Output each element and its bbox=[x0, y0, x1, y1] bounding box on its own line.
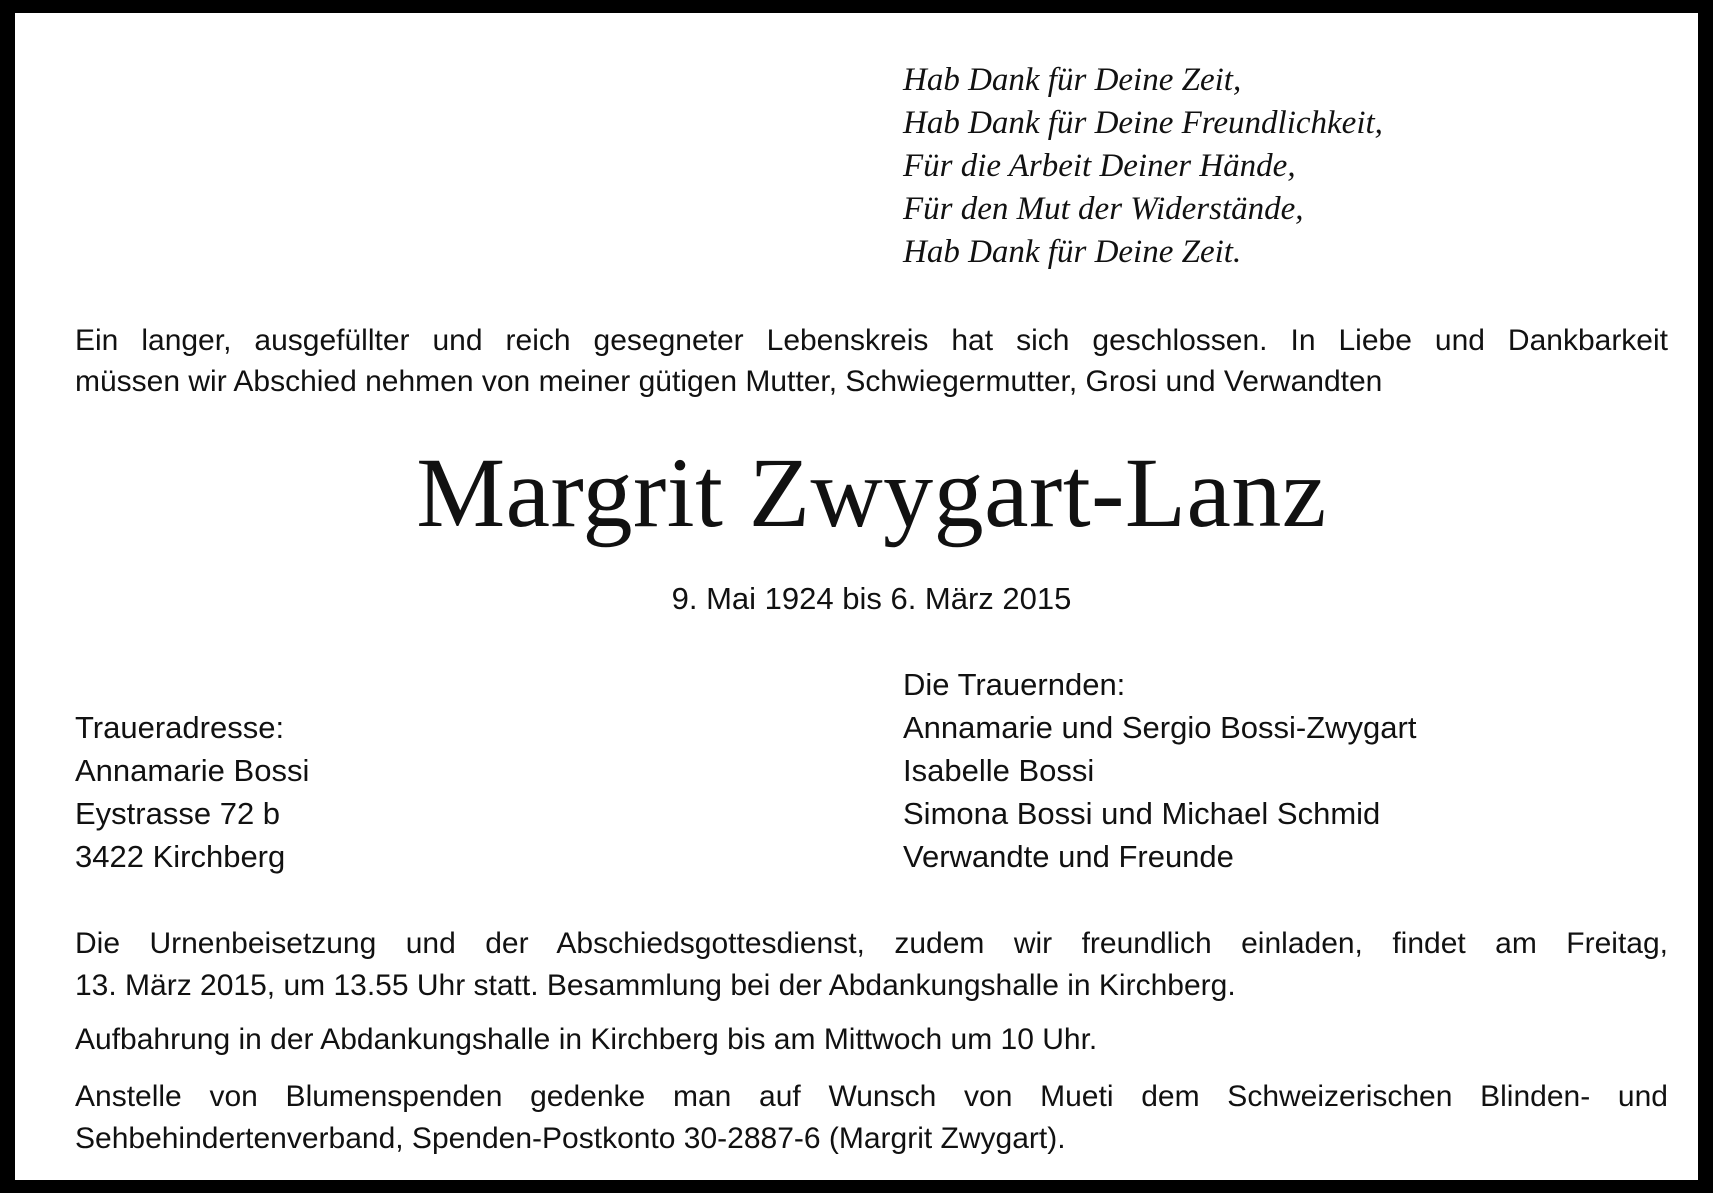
intro-line: Ein langer, ausgefüllter und reich gesegneter Lebenskreis hat sich geschlossen. In Liebe und Dankbarkeit bbox=[75, 324, 1668, 357]
address-line: Annamarie Bossi bbox=[75, 753, 310, 788]
mourner-entry: Isabelle Bossi bbox=[903, 753, 1095, 788]
mourner-entry: Simona Bossi und Michael Schmid bbox=[903, 796, 1381, 831]
poem-line: Hab Dank für Deine Zeit. bbox=[903, 234, 1242, 270]
mourners-list bbox=[903, 663, 1416, 878]
address-line: 3422 Kirchberg bbox=[75, 839, 286, 874]
life-dates: 9. Mai 1924 bis 6. März 2015 bbox=[671, 581, 1072, 616]
poem-line: Für die Arbeit Deiner Hände, bbox=[903, 148, 1296, 184]
poem bbox=[903, 59, 1383, 274]
funeral-line: Die Urnenbeisetzung und der Abschiedsgottesdienst, zudem wir freundlich einladen, findet am Freitag, bbox=[75, 927, 1668, 960]
donation-line: Anstelle von Blumenspenden gedenke man auf Wunsch von Mueti dem Schweizerischen Blinden- und bbox=[75, 1080, 1668, 1113]
funeral-notice bbox=[75, 923, 1668, 1007]
poem-line: Hab Dank für Deine Freundlichkeit, bbox=[903, 105, 1383, 141]
deceased-name: Margrit Zwygart-Lanz bbox=[416, 437, 1327, 548]
intro-line: müssen wir Abschied nehmen von meiner gütigen Mutter, Schwiegermutter, Grosi und Verwandten bbox=[75, 365, 1383, 398]
poem-line: Hab Dank für Deine Zeit, bbox=[903, 62, 1242, 98]
intro-text bbox=[75, 320, 1668, 402]
viewing-line: Aufbahrung in der Abdankungshalle in Kirchberg bis am Mittwoch um 10 Uhr. bbox=[75, 1023, 1098, 1056]
address-heading: Traueradresse: bbox=[75, 710, 285, 745]
funeral-line: 13. März 2015, um 13.55 Uhr statt. Besammlung bei der Abdankungshalle in Kirchberg. bbox=[75, 969, 1236, 1002]
donation-notice bbox=[75, 1076, 1668, 1160]
address-line: Eystrasse 72 b bbox=[75, 796, 281, 831]
mourner-entry: Verwandte und Freunde bbox=[903, 839, 1234, 874]
poem-line: Für den Mut der Widerstände, bbox=[903, 191, 1304, 227]
mourner-entry: Annamarie und Sergio Bossi-Zwygart bbox=[903, 710, 1417, 745]
mourning-address bbox=[75, 706, 309, 878]
viewing-notice bbox=[75, 1019, 1668, 1061]
donation-line: Sehbehindertenverband, Spenden-Postkonto 30-2887-6 (Margrit Zwygart). bbox=[75, 1122, 1066, 1155]
mourners-heading: Die Trauernden: bbox=[903, 667, 1126, 702]
